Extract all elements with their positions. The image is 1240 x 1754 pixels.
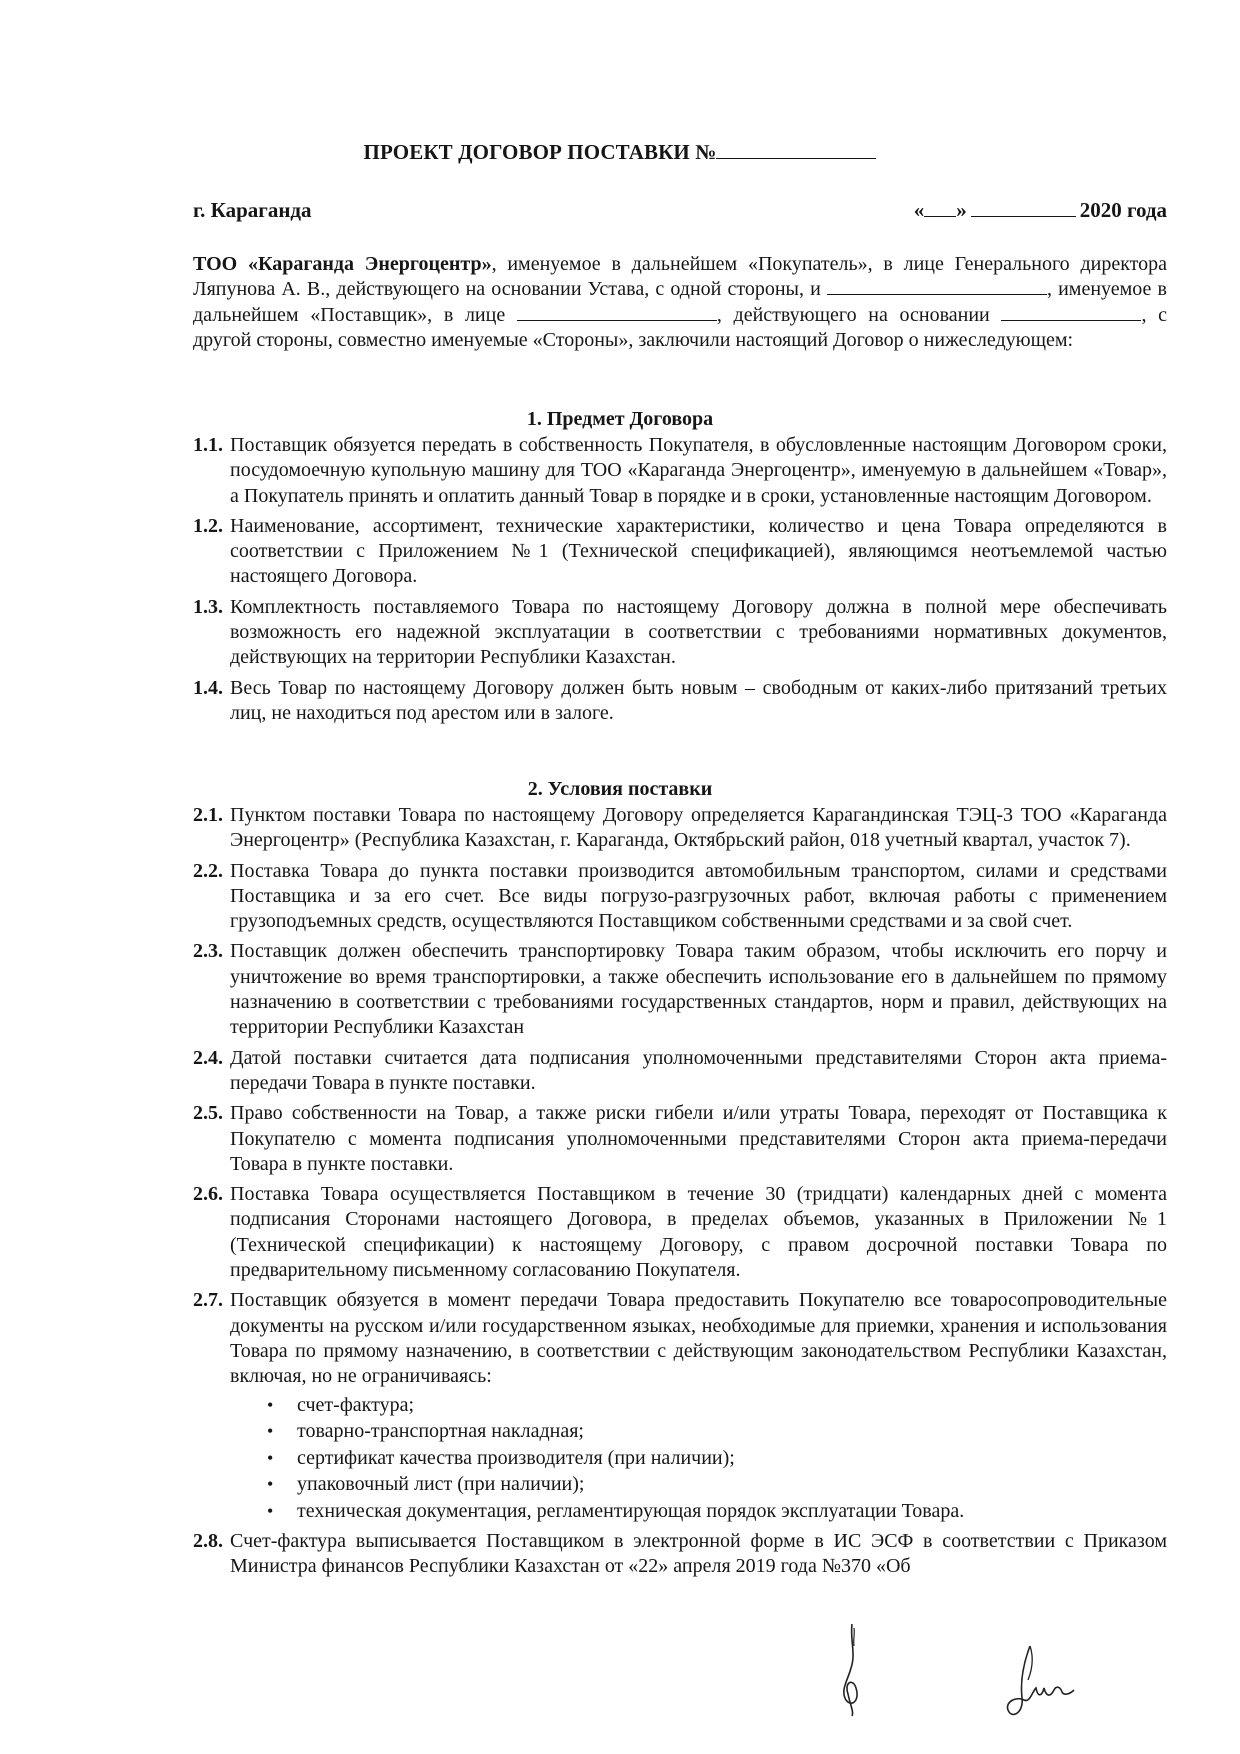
clause-number: 2.3. (193, 940, 223, 963)
intro-text-4: , с другой стороны, совместно именуемые «Стороны», заключили настоящий Договор о нижеследующем: (193, 303, 1167, 351)
clause-number: 1.1. (193, 434, 223, 456)
contract-number-blank (716, 140, 876, 159)
month-blank (971, 200, 1076, 217)
clause (193, 803, 1167, 854)
clause (193, 859, 1167, 935)
clause-number: 2.2. (193, 859, 223, 882)
clause-text: Право собственности на Товар, а также риски гибели и/или утраты Товара, переходят от Поставщика к Покупателю с момента подписания уполномоченными представителями Сторон акта приема-передачи Товара в пункте поставки. (230, 1102, 1167, 1175)
city-label: г. Караганда (193, 198, 312, 222)
clause-number: 2.6. (193, 1183, 223, 1206)
section-heading-1: 1. Предмет Договора (526, 408, 714, 430)
intro-text-2: , именуемое в дальнейшем «Поставщик», в лице (193, 278, 1167, 326)
clause-text: Счет-фактура выписывается Поставщиком в электронной форме в ИС ЭСФ в соответствии с Приказом Министра финансов Республики Казахстан от «22» апреля 2019 года №370 «Об (230, 1530, 1167, 1578)
contract-date (914, 198, 1167, 223)
clause (193, 1046, 1167, 1097)
intro-text-3: , действующего на основании (716, 303, 1002, 326)
clause-text: Поставка Товара осуществляется Поставщиком в течение 30 (тридцати) календарных дней с момента подписания Сторонами настоящего Договора, в пределах объемов, указанных в Приложении №1 (Технической спецификации) к настоящему Договору, с правом досрочной поставки Товара по предварительному письменному согласованию Покупателя. (230, 1183, 1167, 1282)
clause-text: Датой поставки считается дата подписания уполномоченными представителями Сторон акта приема-передачи Товара в пункте поставки. (230, 1046, 1167, 1094)
clause (193, 939, 1167, 1040)
clause-number: 2.8. (193, 1530, 223, 1553)
clause-number: 2.7. (193, 1289, 223, 1312)
clause-text: Наименование, ассортимент, технические характеристики, количество и цена Товара определяются в соответствии с Приложением №1 (Технической спецификацией), являющимся неотъемлемой частью настоящего Договора. (230, 514, 1167, 588)
day-blank (924, 200, 956, 217)
clause-number: 2.1. (193, 804, 223, 826)
date-year: 2020 года (1079, 198, 1167, 222)
signature-1 (830, 1620, 880, 1720)
clause (193, 676, 1167, 727)
clause (193, 1288, 1167, 1524)
clause-text: Поставщик обязуется в момент передачи Товара предоставить Покупателю все товаросопроводительные документы на русском и/или государственном языках, необходимые для приемки, хранения и использования Товара по прямому назначению, в соответствии с действующим законодательством Республики Казахстан, включая, но не ограничиваясь: (230, 1289, 1167, 1388)
clause-number: 2.5. (193, 1102, 223, 1125)
signature-2 (1000, 1640, 1080, 1725)
section-2-clauses (193, 803, 1167, 1585)
clause-text: Комплектность поставляемого Товара по настоящему Договору должна в полной мере обеспечивать возможность его надежной эксплуатации в соответствии с требованиями нормативных документов, действующих на территории Республики Казахстан. (230, 595, 1167, 669)
clause-number: 1.3. (193, 595, 223, 618)
list-item: • товарно-транспортная накладная; (230, 1418, 1167, 1445)
clause-text: Весь Товар по настоящему Договору должен быть новым – свободным от каких-либо притязаний третьих лиц, не находиться под арестом или в залоге. (230, 676, 1167, 724)
section-heading-2: 2. Условия поставки (527, 778, 713, 800)
document-title (0, 140, 1240, 165)
clause-text: Пунктом поставки Товара по настоящему Договору определяется Карагандинская ТЭЦ-3 ТОО «Караганда Энергоцентр» (Республика Казахстан, г. Караганда, Октябрьский район, 018 учетный квартал, участок 7). (230, 804, 1167, 852)
section-1-clauses (193, 433, 1167, 731)
clause (193, 1101, 1167, 1177)
list-item: • упаковочный лист (при наличии); (230, 1471, 1167, 1498)
supplier-representative-blank (517, 303, 717, 321)
supplier-basis-blank (1001, 303, 1141, 321)
buyer-name: ТОО «Караганда Энергоцентр» (193, 253, 492, 275)
intro-paragraph (193, 252, 1167, 353)
clause (193, 595, 1167, 671)
clause-number: 1.4. (193, 676, 223, 699)
list-item: • счет-фактура; (230, 1392, 1167, 1419)
clause-number: 2.4. (193, 1046, 223, 1069)
clause (193, 1182, 1167, 1283)
document-title-text: ПРОЕКТ ДОГОВОР ПОСТАВКИ № (363, 140, 717, 164)
supplier-name-blank (827, 277, 1047, 295)
clause-text: Поставщик должен обеспечить транспортировку Товара таким образом, чтобы исключить его порчу и уничтожение во время транспортировки, а также обеспечить использование его в дальнейшем по прямому назначению в соответствии с требованиями государственных стандартов, норм и правил, действующих на территории Республики Казахстан (230, 940, 1167, 1039)
clause (193, 433, 1167, 509)
clause (193, 1529, 1167, 1580)
intro-text-1: , именуемое в дальнейшем «Покупатель», в лице Генерального директора Ляпунова А. В., действующего на основании Устава, с одной стороны, и (193, 253, 1168, 301)
list-item: • сертификат качества производителя (при наличии); (230, 1445, 1167, 1472)
clause-text: Поставка Товара до пункта поставки производится автомобильным транспортом, силами и средствами Поставщика и за его счет. Все виды погрузо-разгрузочных работ, включая работы с применением грузоподъемных средств, осуществляются Поставщиком собственными средствами и за свой счет. (230, 859, 1167, 933)
clause (193, 514, 1167, 590)
list-item: • техническая документация, регламентирующая порядок эксплуатации Товара. (230, 1498, 1167, 1525)
date-quote-close: » (956, 198, 967, 222)
documents-list (230, 1392, 1167, 1525)
clause-text: Поставщик обязуется передать в собственность Покупателя, в обусловленные настоящим Договором сроки, посудомоечную купольную машину для ТОО «Караганда Энергоцентр», именуемую в дальнейшем «Товар», а Покупатель принять и оплатить данный Товар в порядке и в сроки, установленные настоящим Договором. (230, 434, 1167, 507)
date-quote-open: « (913, 198, 925, 222)
clause-number: 1.2. (193, 514, 223, 537)
